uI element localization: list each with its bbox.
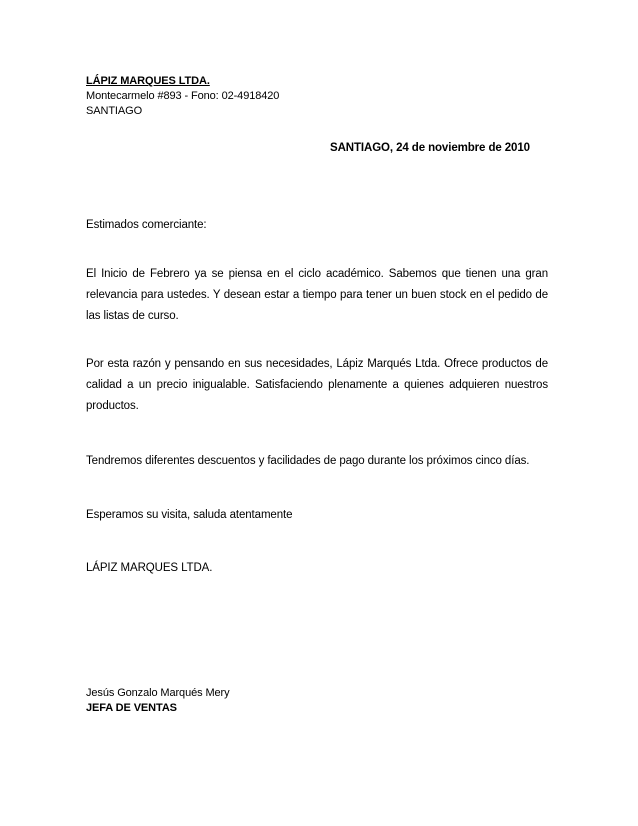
signer-block	[86, 686, 230, 716]
signer-name: Jesús Gonzalo Marqués Mery	[86, 687, 230, 699]
date-line: SANTIAGO, 24 de noviembre de 2010	[330, 142, 530, 154]
salutation: Estimados comerciante:	[86, 219, 207, 231]
sender-address: Montecarmelo #893 - Fono: 02-4918420	[86, 90, 280, 102]
closing-line: Esperamos su visita, saluda atentamente	[86, 509, 293, 521]
sender-block	[86, 74, 279, 119]
signoff-company: LÁPIZ MARQUES LTDA.	[86, 562, 213, 574]
body-paragraph-3: Tendremos diferentes descuentos y facilidades de pago durante los próximos cinco días.	[86, 455, 530, 467]
body-paragraph-2: Por esta razón y pensando en sus necesidades, Lápiz Marqués Ltda. Ofrece productos de calidad a un precio inigualable. Satisfaciendo plenamente a quienes adquieren nuestros productos.	[86, 358, 548, 412]
sender-company: LÁPIZ MARQUES LTDA.	[86, 75, 210, 87]
sender-city: SANTIAGO	[86, 105, 143, 117]
body-paragraph-1: El Inicio de Febrero ya se piensa en el ciclo académico. Sabemos que tienen una gran relevancia para ustedes. Y desean estar a tiempo para tener un buen stock en el pedido de las listas de curso.	[86, 268, 548, 322]
signer-role: JEFA DE VENTAS	[86, 702, 177, 714]
